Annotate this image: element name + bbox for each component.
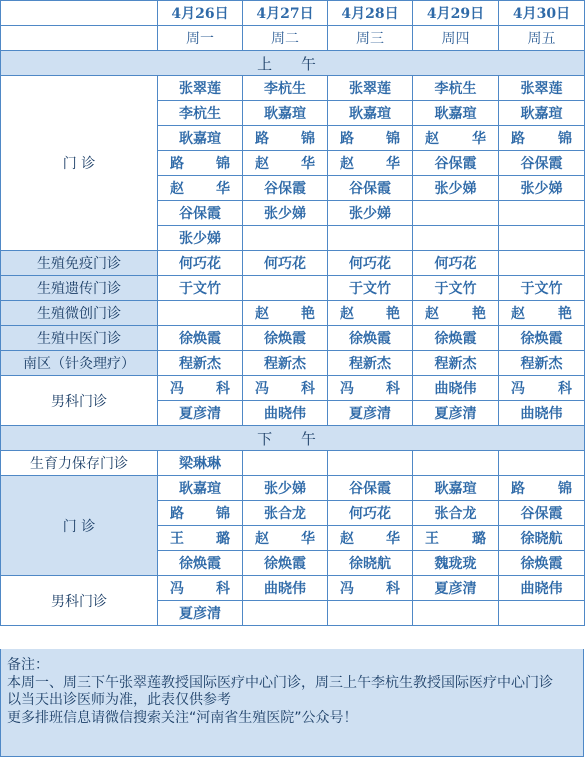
department-label: 生殖中医门诊 [1,326,158,351]
doctor-cell [499,226,585,251]
doctor-cell: 程新杰 [499,351,585,376]
department-label: 门 诊 [1,76,158,251]
doctor-cell: 路 锦 [499,476,585,501]
table-row [1,76,585,101]
table-row [1,576,585,601]
doctor-cell: 曲晓伟 [243,401,328,426]
weekday-row [1,26,585,51]
doctor-cell: 冯 科 [499,376,585,401]
notes-line: 更多排班信息请微信搜索关注“河南省生殖医院”公众号！ [7,709,358,726]
doctor-cell [328,451,413,476]
doctor-cell: 路 锦 [158,501,243,526]
doctor-cell: 张少娣 [243,476,328,501]
doctor-cell: 李杭生 [158,101,243,126]
doctor-cell: 于文竹 [158,276,243,301]
doctor-cell: 谷保霞 [243,176,328,201]
doctor-cell: 赵 华 [328,151,413,176]
doctor-cell: 曲晓伟 [499,401,585,426]
table-row [1,276,585,301]
doctor-cell: 程新杰 [158,351,243,376]
doctor-cell [413,226,499,251]
doctor-cell [499,201,585,226]
weekday-header: 周二 [243,26,328,51]
doctor-cell: 赵 华 [158,176,243,201]
doctor-cell: 于文竹 [499,276,585,301]
section-row-morning [1,51,585,76]
doctor-cell: 徐晓航 [499,526,585,551]
doctor-cell: 冯 科 [328,376,413,401]
doctor-cell: 路 锦 [499,126,585,151]
doctor-cell: 程新杰 [328,351,413,376]
doctor-cell: 谷保霞 [499,501,585,526]
doctor-cell: 梁琳琳 [158,451,243,476]
doctor-cell: 耿嘉瑄 [499,101,585,126]
section-title: 下 午 [1,426,585,451]
doctor-cell [158,301,243,326]
doctor-cell: 赵 华 [328,526,413,551]
doctor-cell: 耿嘉瑄 [413,476,499,501]
doctor-cell: 徐焕霞 [328,326,413,351]
section-title: 上 午 [1,51,585,76]
doctor-cell: 夏彦清 [158,401,243,426]
department-label: 生育力保存门诊 [1,451,158,476]
doctor-cell: 赵 华 [243,151,328,176]
doctor-cell: 赵 华 [243,526,328,551]
doctor-cell: 张少娣 [158,226,243,251]
doctor-cell: 何巧花 [158,251,243,276]
notes-line: 本周一、周三下午张翠莲教授国际医疗中心门诊，周三上午李杭生教授国际医疗中心门诊 [7,674,553,691]
doctor-cell: 徐焕霞 [413,326,499,351]
department-label: 男科门诊 [1,576,158,626]
table-row [1,476,585,501]
doctor-cell: 程新杰 [413,351,499,376]
doctor-cell: 徐焕霞 [158,551,243,576]
doctor-cell [499,251,585,276]
doctor-cell: 徐焕霞 [499,551,585,576]
doctor-cell: 曲晓伟 [499,576,585,601]
doctor-cell: 张少娣 [499,176,585,201]
doctor-cell: 张少娣 [413,176,499,201]
doctor-cell: 张翠莲 [158,76,243,101]
doctor-cell: 李杭生 [413,76,499,101]
department-label: 生殖遗传门诊 [1,276,158,301]
doctor-cell: 于文竹 [413,276,499,301]
date-header: 4月26日 [158,1,243,26]
doctor-cell: 耿嘉瑄 [158,126,243,151]
doctor-cell: 赵 艳 [413,301,499,326]
department-label: 生殖微创门诊 [1,301,158,326]
table-row [1,351,585,376]
doctor-cell: 冯 科 [158,576,243,601]
doctor-cell: 赵 华 [413,126,499,151]
notes-line: 以当天出诊医师为准，此表仅供参考 [7,692,231,708]
doctor-cell: 冯 科 [328,576,413,601]
doctor-cell: 夏彦清 [158,601,243,626]
table-row [1,376,585,401]
doctor-cell [413,451,499,476]
weekday-header: 周三 [328,26,413,51]
doctor-cell: 谷保霞 [413,151,499,176]
doctor-cell: 何巧花 [413,251,499,276]
corner-cell [1,26,158,51]
doctor-cell: 程新杰 [243,351,328,376]
doctor-cell [499,601,585,626]
doctor-cell: 王 璐 [158,526,243,551]
doctor-cell: 谷保霞 [158,201,243,226]
doctor-cell: 耿嘉瑄 [243,101,328,126]
doctor-cell: 何巧花 [328,251,413,276]
doctor-cell [328,226,413,251]
doctor-cell: 夏彦清 [328,401,413,426]
doctor-cell [243,276,328,301]
doctor-cell: 魏珑珑 [413,551,499,576]
doctor-cell: 曲晓伟 [413,376,499,401]
doctor-cell: 赵 艳 [328,301,413,326]
schedule-body [1,1,585,626]
weekday-header: 周一 [158,26,243,51]
date-header: 4月28日 [328,1,413,26]
doctor-cell: 李杭生 [243,76,328,101]
doctor-cell: 于文竹 [328,276,413,301]
doctor-cell: 何巧花 [243,251,328,276]
table-row [1,326,585,351]
department-label: 南区（针灸理疗） [1,351,158,376]
date-row [1,1,585,26]
doctor-cell [243,226,328,251]
doctor-cell: 耿嘉瑄 [413,101,499,126]
table-row [1,301,585,326]
weekday-header: 周四 [413,26,499,51]
doctor-cell [243,601,328,626]
section-row-afternoon [1,426,585,451]
doctor-cell: 夏彦清 [413,401,499,426]
date-header: 4月29日 [413,1,499,26]
doctor-cell: 张合龙 [413,501,499,526]
doctor-cell: 张翠莲 [328,76,413,101]
doctor-cell: 张少娣 [243,201,328,226]
doctor-cell: 张少娣 [328,201,413,226]
doctor-cell: 张合龙 [243,501,328,526]
doctor-cell: 徐焕霞 [243,551,328,576]
doctor-cell: 谷保霞 [328,176,413,201]
doctor-cell: 徐晓航 [328,551,413,576]
date-header: 4月27日 [243,1,328,26]
notes-heading: 备注： [7,657,49,673]
table-row [1,451,585,476]
doctor-cell [413,601,499,626]
doctor-cell: 徐焕霞 [158,326,243,351]
department-label: 门 诊 [1,476,158,576]
weekday-header: 周五 [499,26,585,51]
doctor-cell: 谷保霞 [328,476,413,501]
doctor-cell [328,601,413,626]
doctor-cell: 王 璐 [413,526,499,551]
doctor-cell: 冯 科 [158,376,243,401]
doctor-cell: 路 锦 [243,126,328,151]
doctor-cell: 何巧花 [328,501,413,526]
doctor-cell [499,451,585,476]
table-row [1,251,585,276]
doctor-cell: 张翠莲 [499,76,585,101]
doctor-cell: 路 锦 [158,151,243,176]
doctor-cell: 赵 艳 [243,301,328,326]
doctor-cell: 曲晓伟 [243,576,328,601]
doctor-cell: 徐焕霞 [499,326,585,351]
corner-cell [1,1,158,26]
department-label: 生殖免疫门诊 [1,251,158,276]
doctor-cell: 冯 科 [243,376,328,401]
doctor-cell: 耿嘉瑄 [158,476,243,501]
date-header: 4月30日 [499,1,585,26]
doctor-cell: 赵 艳 [499,301,585,326]
doctor-cell [243,451,328,476]
doctor-cell: 耿嘉瑄 [328,101,413,126]
doctor-cell: 路 锦 [328,126,413,151]
department-label: 男科门诊 [1,376,158,426]
doctor-cell: 夏彦清 [413,576,499,601]
doctor-cell [413,201,499,226]
doctor-cell: 谷保霞 [499,151,585,176]
doctor-cell: 徐焕霞 [243,326,328,351]
notes-panel [0,649,584,757]
